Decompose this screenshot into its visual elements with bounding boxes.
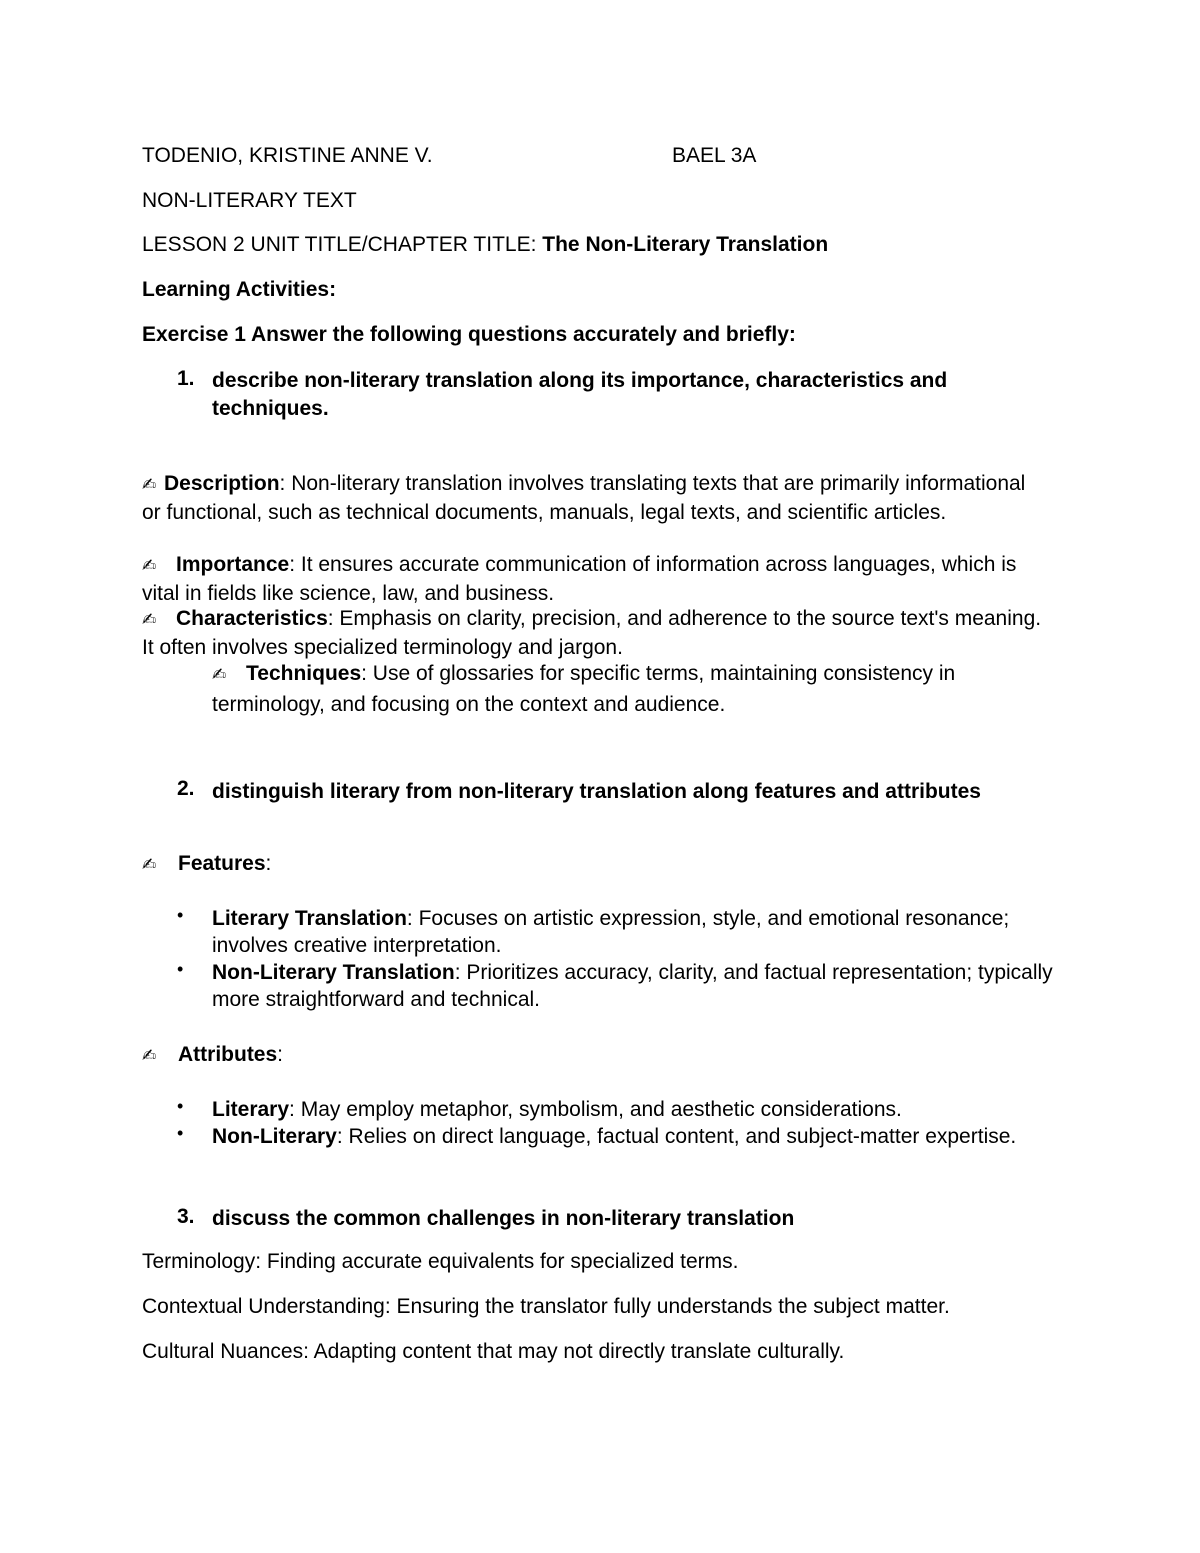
bullet-icon: • (177, 1096, 184, 1116)
attributes-heading (142, 1041, 283, 1070)
attribute-literary-label: Literary (212, 1098, 290, 1121)
feature-non-literary-text: : Prioritizes accuracy, clarity, and factual representation; typically more straightforward and technical. (212, 961, 1053, 1011)
bullet-icon: • (177, 1123, 184, 1143)
question-3-text: discuss the common challenges in non-literary translation (212, 1207, 795, 1230)
document-page (142, 0, 1072, 1553)
exercise-heading: Exercise 1 Answer the following questions accurately and briefly: (142, 323, 796, 346)
description-label: Description (164, 472, 280, 495)
attributes-label: Attributes (178, 1043, 278, 1066)
attribute-non-literary-label: Non-Literary (212, 1125, 337, 1148)
features-colon: : (265, 852, 272, 875)
feature-non-literary (212, 959, 1072, 1013)
attribute-literary-text: : May employ metaphor, symbolism, and aesthetic considerations. (289, 1098, 902, 1121)
learning-activities-heading: Learning Activities: (142, 278, 337, 301)
feature-non-literary-label: Non-Literary Translation (212, 961, 455, 984)
attribute-non-literary-text: : Relies on direct language, factual content, and subject-matter expertise. (336, 1125, 1017, 1148)
description-text: : Non-literary translation involves translating texts that are primarily informational or functional, such as technical documents, manuals, legal texts, and scientific articles. (142, 472, 1026, 524)
q1-description (142, 470, 1042, 526)
challenge-terminology: Terminology: Finding accurate equivalents for specialized terms. (142, 1250, 739, 1273)
attributes-colon: : (277, 1043, 284, 1066)
writing-hand-icon: ✍ (142, 610, 157, 630)
subject-heading: NON-LITERARY TEXT (142, 189, 357, 212)
writing-hand-icon: ✍ (142, 1046, 157, 1066)
question-1-number: 1. (177, 367, 195, 390)
bullet-icon: • (177, 959, 184, 979)
attribute-non-literary (212, 1123, 1032, 1150)
question-1-text: describe non-literary translation along its importance, characteristics and techniques. (212, 369, 948, 420)
feature-literary-text: : Focuses on artistic expression, style, and emotional resonance; involves creative interpretation. (212, 907, 1010, 957)
writing-hand-icon: ✍ (142, 556, 157, 576)
class-section: BAEL 3A (672, 144, 757, 167)
techniques-label: Techniques (246, 662, 362, 685)
lesson-heading (142, 231, 828, 258)
challenge-cultural-nuances: Cultural Nuances: Adapting content that may not directly translate culturally. (142, 1340, 845, 1363)
question-2-text: distinguish literary from non-literary translation along features and attributes (212, 780, 981, 803)
importance-text: : It ensures accurate communication of information across languages, which is vital in fields like science, law, and business. (142, 553, 1017, 605)
question-2-number: 2. (177, 777, 195, 800)
techniques-text: : Use of glossaries for specific terms, maintaining consistency in terminology, and focusing on the context and audience. (212, 662, 956, 716)
lesson-title: The Non-Literary Translation (542, 233, 829, 256)
lesson-label: LESSON 2 UNIT TITLE/CHAPTER TITLE: (142, 233, 537, 256)
feature-literary (212, 905, 1072, 959)
question-3-number: 3. (177, 1205, 195, 1228)
bullet-icon: • (177, 905, 184, 925)
characteristics-label: Characteristics (176, 607, 328, 630)
feature-literary-label: Literary Translation (212, 907, 407, 930)
writing-hand-icon: ✍ (212, 665, 227, 685)
characteristics-text: : Emphasis on clarity, precision, and adherence to the source text's meaning. It often involves specialized terminology and jargon. (142, 607, 1042, 659)
challenge-contextual-understanding: Contextual Understanding: Ensuring the translator fully understands the subject matter. (142, 1295, 950, 1318)
writing-hand-icon: ✍ (142, 475, 157, 495)
student-name: TODENIO, KRISTINE ANNE V. (142, 144, 433, 167)
importance-label: Importance (176, 553, 290, 576)
features-heading (142, 850, 271, 879)
attribute-literary (212, 1096, 1072, 1123)
q1-techniques (212, 659, 1052, 720)
writing-hand-icon: ✍ (142, 855, 157, 875)
features-label: Features (178, 852, 266, 875)
q1-importance (142, 551, 1042, 607)
q1-characteristics (142, 605, 1052, 661)
